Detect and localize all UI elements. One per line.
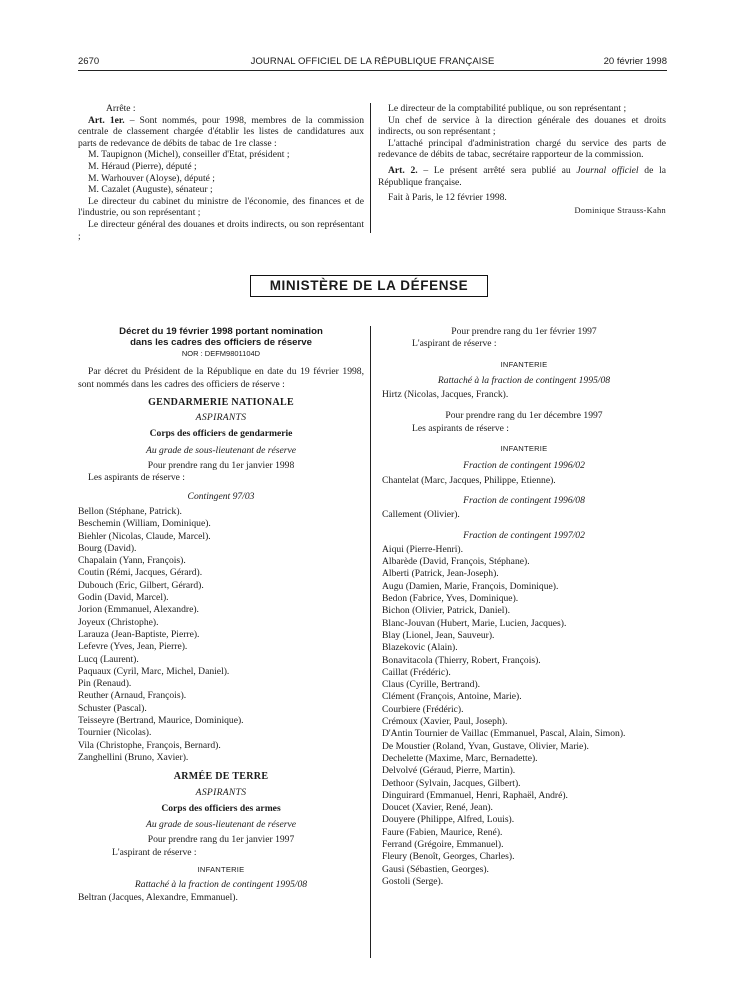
list-item: Beschemin (William, Dominique). [78, 518, 211, 530]
list-item: Schuster (Pascal). [78, 702, 147, 714]
list-item: Hirtz (Nicolas, Jacques, Franck). [382, 389, 509, 401]
list-item: Doucet (Xavier, René, Jean). [382, 802, 493, 814]
aspirants-label: Les aspirants de réserve : [88, 472, 185, 484]
list-item: Zanghellini (Bruno, Xavier). [78, 751, 189, 763]
list-item: Dinguirard (Emmanuel, Henri, Raphaël, André). [382, 789, 568, 801]
list-item: Paquaux (Cyril, Marc, Michel, Daniel). [78, 665, 230, 677]
aspirants-heading: ASPIRANTS [195, 786, 247, 798]
list-item: Larauza (Jean-Baptiste, Pierre). [78, 628, 200, 640]
arm-heading: INFANTERIE [500, 359, 548, 369]
gendarmerie-names [78, 506, 364, 764]
decree-title-2: dans les cadres des officiers de réserve [130, 337, 312, 348]
list-item: Crémoux (Xavier, Paul, Joseph). [382, 716, 508, 728]
page-number: 2670 [78, 56, 100, 67]
fraction-heading: Fraction de contingent 1997/02 [463, 529, 585, 541]
member-line: M. Cazalet (Auguste), sénateur ; [88, 184, 213, 196]
article-2: Art. 2. – Le présent arrêté sera publié au Journal officiel de la République française. [378, 164, 666, 188]
member-line: M. Taupignon (Michel), conseiller d'Etat, président ; [88, 149, 290, 161]
journal-officiel-ref: Journal officiel [576, 164, 639, 176]
arm-heading: INFANTERIE [197, 864, 245, 874]
list-item: Dethoor (Sylvain, Jacques, Gilbert). [382, 777, 521, 789]
member-line: Le directeur de la comptabilité publique, ou son représentant ; [388, 103, 627, 114]
rang-line: Pour prendre rang du 1er février 1997 [451, 326, 597, 337]
list-item: Gostoli (Serge). [382, 875, 444, 887]
list-item: Gausi (Sébastien, Georges). [382, 863, 489, 875]
list-item: Dechelette (Maxime, Marc, Bernadette). [382, 752, 538, 764]
list-item: Beltran (Jacques, Alexandre, Emmanuel). [78, 891, 238, 903]
list-item: Claus (Cyrille, Bertrand). [382, 679, 481, 691]
list-item: Augu (Damien, Marie, François, Dominique). [382, 580, 559, 592]
list-item: Courbiere (Frédéric). [382, 703, 464, 715]
list-item: Blay (Lionel, Jean, Sauveur). [382, 629, 495, 641]
decree-right-column [382, 326, 666, 888]
list-item: Coutin (Rémi, Jacques, Gérard). [78, 567, 203, 579]
list-item: Reuther (Arnaud, François). [78, 690, 187, 702]
list-item: Bichon (Olivier, Patrick, Daniel). [382, 605, 511, 617]
aspirants-heading: ASPIRANTS [195, 412, 247, 424]
grade-line: Au grade de sous-lieutenant de réserve [146, 819, 296, 831]
section-heading-gendarmerie: GENDARMERIE NATIONALE [148, 396, 294, 408]
list-item: Joyeux (Christophe). [78, 616, 159, 628]
member-line: Le directeur du cabinet du ministre de l'économie, des finances et de l'industrie, ou son représentant ; [78, 195, 364, 219]
list-item: Blazekovic (Alain). [382, 642, 458, 654]
list-item: Caillat (Frédéric). [382, 666, 451, 678]
list-item: De Moustier (Roland, Yvan, Gustave, Olivier, Marie). [382, 740, 589, 752]
article-1-text: – Sont nommés, pour 1998, membres de la commission centrale de classement chargée d'établir les listes de candidatures aux parts de redevance de débits de tabac de 1re classe : [78, 114, 364, 149]
list-item: Faure (Fabien, Maurice, René). [382, 826, 503, 838]
list-item: D'Antin Tournier de Vaillac (Emmanuel, Pascal, Alain, Simon). [382, 728, 626, 740]
list-item: Lefevre (Yves, Jean, Pierre). [78, 641, 188, 653]
member-line: L'attaché principal d'administration chargé du service des parts de redevance de débits de tabac, secrétaire rapporteur de la commission. [378, 137, 666, 161]
rattache-line: Rattaché à la fraction de contingent 1995/08 [134, 879, 308, 891]
decree-title-1: Décret du 19 février 1998 portant nomination [119, 326, 323, 337]
list-item: Jorion (Emmanuel, Alexandre). [78, 604, 199, 616]
fraction-heading: Fraction de contingent 1996/02 [463, 460, 585, 472]
corps-heading: Corps des officiers des armes [161, 802, 281, 814]
list-item: Bonavitacola (Thierry, Robert, François). [382, 654, 541, 666]
list-item: Pin (Renaud). [78, 678, 132, 690]
journal-title: JOURNAL OFFICIEL DE LA RÉPUBLIQUE FRANÇAISE [250, 56, 495, 67]
top-left-column [78, 103, 364, 242]
member-line: M. Héraud (Pierre), député ; [88, 160, 197, 172]
list-item: Tournier (Nicolas). [78, 727, 152, 739]
arm-heading: INFANTERIE [500, 444, 548, 454]
list-item: Vila (Christophe, François, Bernard). [78, 739, 221, 751]
aspirant-label: L'aspirant de réserve : [112, 846, 197, 858]
aspirants-label: Les aspirants de réserve : [412, 422, 509, 434]
ministry-heading: MINISTÈRE DE LA DÉFENSE [250, 275, 488, 297]
list-item: Aiqui (Pierre-Henri). [382, 543, 463, 555]
page-header [78, 56, 667, 71]
article-1-label: Art. 1er. [88, 114, 125, 126]
list-item: Douyere (Philippe, Alfred, Louis). [382, 814, 515, 826]
article-1 [78, 115, 364, 150]
rang-line: Pour prendre rang du 1er décembre 1997 [445, 410, 603, 422]
corps-heading: Corps des officiers de gendarmerie [149, 428, 293, 440]
list-item: Teisseyre (Bertrand, Maurice, Dominique). [78, 715, 244, 727]
grade-line: Au grade de sous-lieutenant de réserve [146, 444, 296, 456]
article-2-label: Art. 2. [388, 164, 418, 176]
done-at-line: Fait à Paris, le 12 février 1998. [388, 192, 507, 204]
top-right-column [378, 103, 666, 216]
list-item: Albarède (David, François, Stéphane). [382, 556, 530, 568]
fraction-heading: Fraction de contingent 1996/08 [463, 494, 585, 506]
rang-line: Pour prendre rang du 1er janvier 1998 [147, 460, 295, 472]
aspirant-label: L'aspirant de réserve : [412, 338, 497, 350]
list-item: Delvolvé (Géraud, Pierre, Martin). [382, 765, 516, 777]
list-item: Lucq (Laurent). [78, 653, 139, 665]
decree-intro: Par décret du Président de la République en date du 19 février 1998, sont nommés dans les cadres des officiers de réserve : [78, 366, 364, 390]
member-line: Le directeur général des douanes et droits indirects, ou son représentant ; [78, 218, 364, 242]
decree-left-column [78, 326, 364, 904]
list-item: Chantelat (Marc, Jacques, Philippe, Etienne). [382, 474, 556, 486]
section-heading-armee: ARMÉE DE TERRE [173, 771, 269, 783]
list-item: Dubouch (Eric, Gilbert, Gérard). [78, 579, 204, 591]
list-item: Bourg (David). [78, 542, 137, 554]
member-line: Un chef de service à la direction générale des douanes et droits indirects, ou son représentant ; [378, 114, 666, 138]
list-item: Biehler (Nicolas, Claude, Marcel). [78, 530, 211, 542]
list-item: Clément (François, Antoine, Marie). [382, 691, 522, 703]
list-item: Ferrand (Grégoire, Emmanuel). [382, 838, 504, 850]
arrete-line: Arrête : [106, 103, 136, 114]
list-item: Bedon (Fabrice, Yves, Dominique). [382, 593, 519, 605]
list-item: Fleury (Benoît, Georges, Charles). [382, 851, 515, 863]
infanterie-names [382, 544, 666, 888]
list-item: Godin (David, Marcel). [78, 592, 169, 604]
rang-line: Pour prendre rang du 1er janvier 1997 [147, 834, 295, 846]
issue-date: 20 février 1998 [603, 56, 667, 67]
rattache-line: Rattaché à la fraction de contingent 1995/08 [437, 374, 611, 386]
list-item: Chapalain (Yann, François). [78, 555, 186, 567]
column-divider [370, 326, 371, 958]
list-item: Callement (Olivier). [382, 509, 460, 521]
member-line: M. Warhouver (Aloyse), député ; [88, 172, 215, 184]
list-item: Blanc-Jouvan (Hubert, Marie, Lucien, Jacques). [382, 617, 567, 629]
list-item: Alberti (Patrick, Jean-Joseph). [382, 568, 499, 580]
column-divider [370, 103, 371, 233]
nor-reference: NOR : DEFM9801104D [181, 349, 261, 358]
signature: Dominique Strauss-Kahn [574, 205, 666, 215]
contingent-heading: Contingent 97/03 [187, 490, 255, 502]
list-item: Bellon (Stéphane, Patrick). [78, 505, 182, 517]
